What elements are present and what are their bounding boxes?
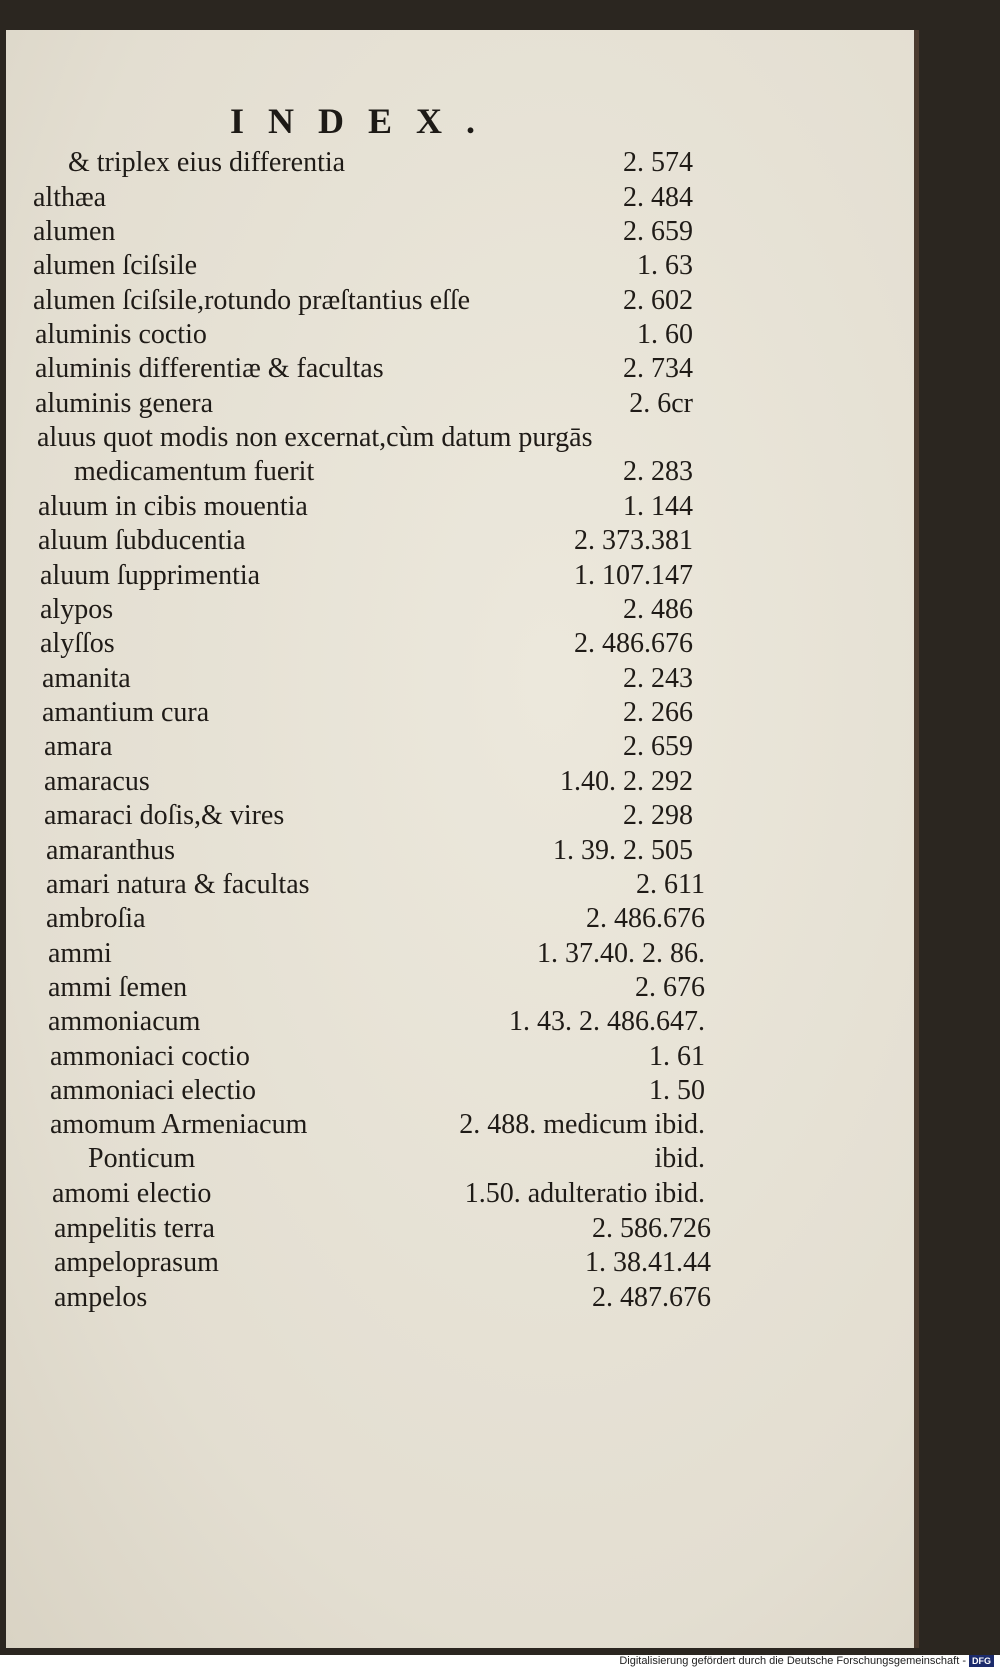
index-term: alumen ſciſsile <box>33 250 198 281</box>
index-reference: 1. 50 <box>649 1075 705 1106</box>
index-term: amari natura & facultas <box>46 869 310 900</box>
index-term: amara <box>44 731 113 762</box>
index-term: alumen <box>33 216 116 247</box>
index-term: amaracus <box>44 766 150 797</box>
index-reference: 1.50. adulteratio ibid. <box>464 1178 705 1209</box>
index-reference: ibid. <box>654 1143 705 1174</box>
index-reference: 1. 60 <box>637 319 693 350</box>
page-title: INDEX. <box>230 101 500 141</box>
index-reference: 2. 574 <box>623 147 693 178</box>
index-reference: 2. 486 <box>623 594 693 625</box>
index-reference: 2. 734 <box>623 353 693 384</box>
index-reference: 2. 373.381 <box>574 525 693 556</box>
index-term: ampelitis terra <box>54 1213 215 1244</box>
index-term: ammoniaci coctio <box>50 1041 250 1072</box>
page-edge <box>914 30 919 1648</box>
index-term: aluus quot modis non excernat,cùm datum purgās <box>37 422 593 453</box>
index-term: ampelos <box>54 1282 148 1313</box>
index-reference: 2. 486.676 <box>586 903 705 934</box>
index-reference: 2. 487.676 <box>592 1282 711 1313</box>
index-reference: 1. 43. 2. 486.647. <box>509 1006 705 1037</box>
index-term: alyſſos <box>40 628 115 659</box>
index-term: amantium cura <box>42 697 210 728</box>
index-reference: 2. 243 <box>623 663 693 694</box>
dfg-logo: DFG <box>969 1655 994 1667</box>
index-reference: 2. 6cr <box>629 388 693 419</box>
index-reference: 1. 144 <box>623 491 693 522</box>
index-term: aluum ſubducentia <box>38 525 246 556</box>
index-reference: 2. 488. medicum ibid. <box>459 1109 705 1140</box>
index-term: amanita <box>42 663 131 694</box>
index-reference: 2. 676 <box>635 972 705 1003</box>
index-term: aluminis genera <box>35 388 214 419</box>
index-term: ammi <box>48 938 112 969</box>
index-reference: 2. 611 <box>636 869 705 900</box>
index-reference: 1. 37.40. 2. 86. <box>537 938 705 969</box>
index-term: alumen ſciſsile,rotundo præſtantius eſſe <box>33 285 471 316</box>
index-reference: 1. 39. 2. 505 <box>553 835 693 866</box>
index-reference: 1. 38.41.44 <box>585 1247 711 1278</box>
index-term: Ponticum <box>88 1143 196 1174</box>
index-term: medicamentum fuerit <box>74 456 315 487</box>
index-reference: 2. 266 <box>623 697 693 728</box>
index-reference: 2. 659 <box>623 216 693 247</box>
index-term: amaraci doſis,& vires <box>44 800 285 831</box>
index-reference: 1. 107.147 <box>574 560 693 591</box>
index-term: amaranthus <box>46 835 176 866</box>
index-term: amomum Armeniacum <box>50 1109 308 1140</box>
index-term: aluum ſupprimentia <box>40 560 261 591</box>
index-term: aluminis coctio <box>35 319 207 350</box>
index-reference: 2. 298 <box>623 800 693 831</box>
index-reference: 2. 586.726 <box>592 1213 711 1244</box>
index-term: & triplex eius differentia <box>68 147 346 178</box>
index-reference: 2. 659 <box>623 731 693 762</box>
index-reference: 2. 283 <box>623 456 693 487</box>
index-term: ambroſia <box>46 903 146 934</box>
index-reference: 1. 61 <box>649 1041 705 1072</box>
index-term: amomi electio <box>52 1178 212 1209</box>
digitization-credit <box>0 1653 994 1670</box>
index-term: ampeloprasum <box>54 1247 219 1278</box>
index-term: althæa <box>33 182 107 213</box>
index-reference: 1.40. 2. 292 <box>560 766 693 797</box>
index-reference: 2. 486.676 <box>574 628 693 659</box>
index-term: aluminis differentiæ & facultas <box>35 353 384 384</box>
index-term: ammoniacum <box>48 1006 201 1037</box>
index-term: aluum in cibis mouentia <box>38 491 308 522</box>
index-reference: 1. 63 <box>637 250 693 281</box>
index-term: alypos <box>40 594 114 625</box>
index-term: ammoniaci electio <box>50 1075 257 1106</box>
index-reference: 2. 602 <box>623 285 693 316</box>
credit-text: Digitalisierung gefördert durch die Deutsche Forschungsgemeinschaft - <box>619 1655 966 1667</box>
index-reference: 2. 484 <box>623 182 693 213</box>
index-term: ammi ſemen <box>48 972 188 1003</box>
